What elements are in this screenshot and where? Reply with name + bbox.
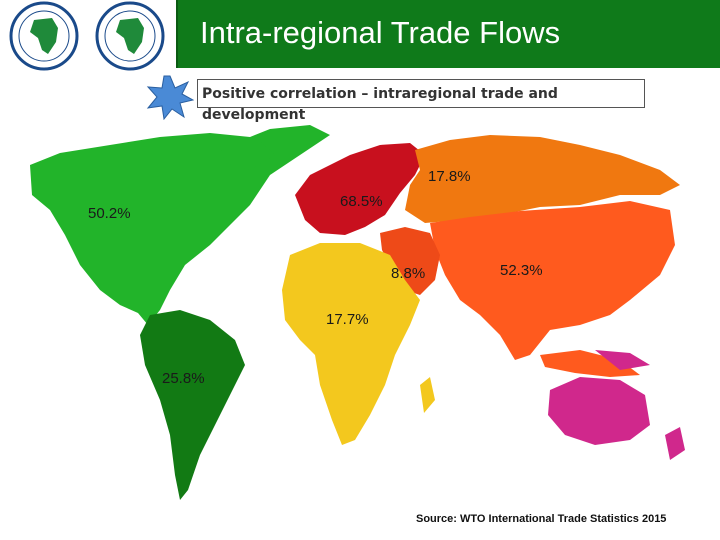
afdb-logo — [0, 0, 176, 72]
label-north-america: 50.2% — [88, 205, 131, 222]
logos — [0, 0, 176, 72]
subtitle-text: Positive correlation – intraregional trade and development — [202, 86, 558, 123]
starburst-icon — [146, 74, 194, 120]
title-bar — [176, 0, 720, 68]
label-middle-east: 8.8% — [391, 265, 426, 282]
label-cis: 17.8% — [428, 168, 471, 185]
subtitle-box — [197, 79, 645, 123]
label-europe: 68.5% — [340, 193, 383, 210]
label-south-america: 25.8% — [162, 370, 205, 387]
label-africa: 17.7% — [326, 311, 369, 328]
region-asia — [430, 201, 675, 360]
label-asia: 52.3% — [500, 262, 543, 279]
region-europe — [295, 143, 425, 235]
source-note: Source: WTO International Trade Statistics 2015 — [416, 513, 667, 525]
page-title: Intra-regional Trade Flows — [200, 15, 561, 50]
region-oceania — [548, 377, 650, 445]
region-south-america — [140, 310, 245, 500]
